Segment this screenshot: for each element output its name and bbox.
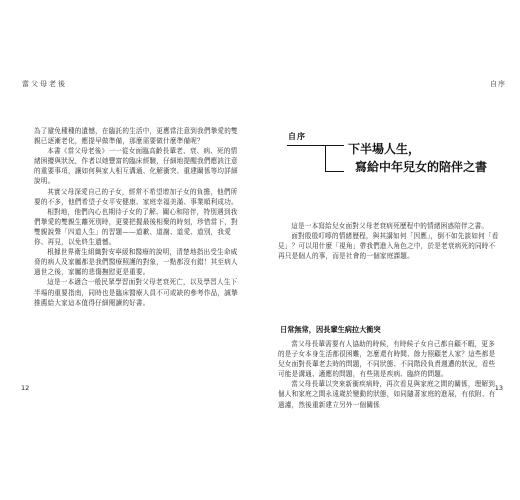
intro-body bbox=[278, 221, 501, 261]
chapter-title-line-2: 寫給中年兒女的陪伴之書 bbox=[355, 160, 488, 174]
page-number: 12 bbox=[21, 384, 30, 392]
page-number: 13 bbox=[494, 384, 503, 392]
right-page bbox=[260, 0, 520, 500]
section-body bbox=[278, 339, 501, 410]
running-head-section: 自序 bbox=[490, 80, 506, 88]
paragraph: 相對地，他們內心也期待子女的了解、關心和陪伴，特別遇到我們摯愛的雙親生離死別時，更要把握最後相聚的時刻，珍惜當下，對雙親說聲「四道人生」的習題——道歉、道謝、道愛、道別，我愛你、再見，以免終生遺憾。 bbox=[34, 207, 238, 247]
paragraph: 為了避免種種的遺憾，在臨託的生活中，更應當注意到我們摯愛的雙親已逐漸老化，應提早做準備，那麼需要做什麼準備呢？ bbox=[34, 127, 238, 146]
chapter-title-line-1: 下半場人生， bbox=[348, 142, 421, 156]
paragraph: 這是一本適合一般民眾學習面對父母老衰死亡，以及學習人生下半場的重要指南，同時也是臨床醫療人員不可或缺的參考作品，誠摯推薦給大家這本值得仔細閱讀的好書。 bbox=[34, 278, 238, 307]
paragraph: 這是一本寫給兒女面對父母老衰病死歷程中的情緒困惑陪伴之書。 bbox=[291, 222, 489, 230]
section-tag: 自序 bbox=[288, 132, 306, 141]
chapter-title bbox=[348, 140, 487, 176]
paragraph: 本書《當父母老後》一一從女面臨高齡長輩老、衰、病、死的情緒困擾與狀況，作者以她豐富的臨床經驗，仔細地提醒我們應該注意的重要事項，讓如何與家人相互溝通、化解衝突、重建關係等均詳細說明。 bbox=[34, 147, 238, 186]
tag-underline bbox=[287, 145, 325, 146]
paragraph: 當父母長輩以突來新衝疾病時，再次看見與家庭之間的關係，理解到個人和家庭之間永遠歲於變動的狀態，如同隨著家庭的進展，有依附、有過濾，然後重新建立另外一個關係 bbox=[278, 380, 496, 409]
paragraph: 當父母長輩需要有人協助的時候，有時候子女自己都自顧不暇，更多的是子女本身生活都很困難，怎麼還有時間、餘力照顧老人家？這些都是兒女面對長輩老去時的問題，不同狀態、不同階段負責週遭的狀況，看些可能是溝通、適應的問題，有些則是疾病、臨終的問題。 bbox=[278, 340, 496, 379]
paragraph: 其實父母深愛自己的子女，經常不希望增加子女的負擔，他們所要的不多，他們希望子女平安健康、家庭幸福美滿、事業順利成功。 bbox=[34, 187, 238, 206]
paragraph: 根據世界衛生組織對安寧緩和醫療的說明，清楚地指出受生命威脅的病人及家屬都是我們醫療照護的對象，一點都沒有錯！其至病人過世之後，家屬的悲傷撫慰更是重要。 bbox=[34, 248, 238, 277]
paragraph: 面對殷殷叮嚀的情緒歷程，與其講如何「因應」，倒不如先談如何「看見」？可以用什麼「視角」帶我們進入角色之中，於是老衰病死的同時不再只是個人的事，而是社會的一個家庭課題。 bbox=[278, 232, 499, 261]
title-bracket bbox=[325, 145, 344, 172]
section-subheading: 日常無常，因長輩生病拉大衝突 bbox=[280, 325, 381, 334]
running-head-book-title: 當父母老後 bbox=[22, 80, 67, 88]
foreword-body bbox=[34, 126, 239, 308]
